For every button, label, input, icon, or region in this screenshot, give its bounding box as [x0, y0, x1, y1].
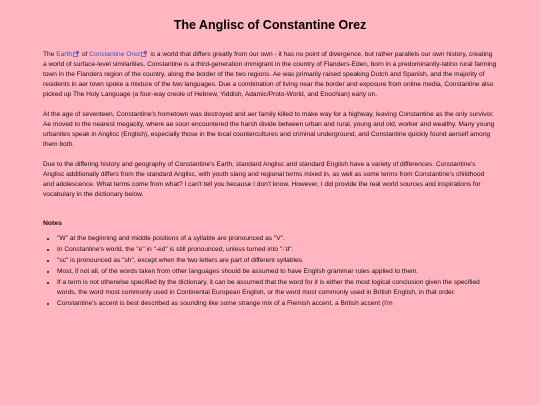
page-content — [43, 0, 497, 309]
note-item: • If a term is not otherwise specified by the dictionary, it can be assumed that the word for it is either the most logical conclusion given the specified words, the word most commonly used in Continental European English, or the word most commonly used in British English, in that order. — [57, 278, 497, 298]
earth-link-label: Earth — [56, 51, 72, 58]
notes-list — [43, 234, 497, 309]
note-item: • Most, if not all, of the words taken from other languages should be assumed to have English grammar rules applied to them. — [57, 267, 497, 277]
intro-rest: is a world that differs greatly from our own - it has no point of divergence, but rather parallels our own history, creating a world of surface-level similarities. Constantine is a third-generation immigrant in the country of Flanders-Eden, born in a predominantly-latino rural farming town in the Flanders region of the country, along the border of the two regions. Ae was primarily raised speaking Dutch and Spanish, and the majority of residents in aer town spoke a mixture of the two languages. Due a combination of living near the border and exposure from online media, Constantine also picked up The Holy Language (a four-way creole of Hebrew, Yiddish, Adamic/Proto-World, and Enochian) early on. — [43, 51, 497, 98]
differences-paragraph: Due to the differing history and geography of Constantine's Earth, standard Anglisc and standard English have a variety of differences. Constantine's Anglisc additionally differs from the standard Anglisc, with youth slang and regional terms mixed in, as well as some terms from Constantine's childhood and adolescence. What terms come from what? I can't tell you because I don't know. However, I did provide the real world sources and inspirations for vocabulary in the dictionary below. — [43, 161, 485, 198]
page-title: The Anglisc of Constantine Orez — [173, 18, 367, 32]
note-item: • Constantine's accent is best described as sounding like some strange mix of a Flemish accent, a British accent (I'm — [57, 299, 497, 309]
history-paragraph: At the age of seventeen, Constantine's hometown was destroyed and aer family killed to make way for a highway, leaving Constantine as the only survivor. Ae moved to the nearest megacity, where ae soon encountered the harsh divide between urban and rural, young and old, worker and wealthy. Many young urbanites speak in Anglisc (English), especially those in the local countercultures and criminal underground, and Constantine quickly found aerself among them both. — [43, 111, 495, 148]
earth-link[interactable] — [56, 51, 80, 58]
note-item: • "sc" is pronounced as "sh", except when the two letters are part of different syllables. — [57, 256, 497, 266]
external-link-icon — [141, 51, 147, 57]
note-item: • In Constantine's world, the "e" in "-ed" is still pronounced, unless turned into "-'d". — [57, 245, 497, 255]
external-link-icon — [73, 51, 79, 57]
intro-prefix: The — [43, 51, 55, 58]
intro-paragraph — [43, 50, 497, 100]
intro-middle: of — [81, 51, 88, 58]
note-item: • "W" at the beginning and middle positions of a syllable are pronounced as "V". — [57, 234, 497, 244]
notes-heading: Notes — [43, 220, 62, 227]
section-spacer — [43, 210, 497, 220]
constantine-link-label: Constantine Orez — [89, 51, 141, 58]
constantine-link[interactable] — [89, 51, 148, 58]
